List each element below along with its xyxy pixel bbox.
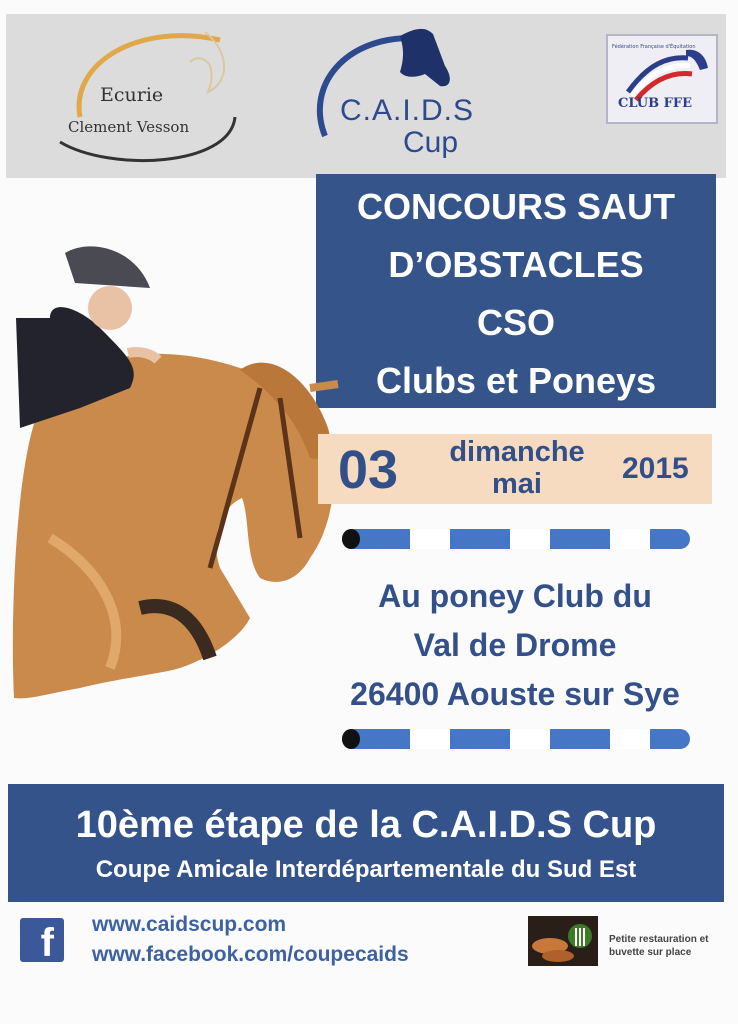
title-line-3: CSO [476,302,555,343]
banner-subtitle: Coupe Amicale Interdépartementale du Sud Est [95,856,637,883]
ffe-logo [606,34,718,124]
address-line-1: Au poney Club du [378,578,652,614]
date-weekday-month [422,436,612,500]
cup-stage-banner [8,784,724,902]
catering-line-2: buvette sur place [609,947,692,958]
jump-pole-top-icon [340,528,692,550]
title-line-4: Clubs et Poneys [375,360,657,401]
ecurie-word: Ecurie [100,84,164,106]
show-jumping-horse-illustration [10,238,350,708]
date-month: mai [492,468,542,500]
website-link[interactable]: www.caidscup.com [92,913,287,936]
facebook-link[interactable]: www.facebook.com/coupecaids [92,943,409,966]
date-weekday: dimanche [449,436,585,468]
caids-logo [305,26,495,166]
web-links [92,910,409,970]
catering-note [609,933,708,959]
banner-stage-title: 10ème étape de la C.A.I.D.S Cup [75,804,657,846]
address-line-3: 26400 Aouste sur Sye [350,676,680,712]
event-title-box [316,174,716,408]
facebook-icon[interactable]: f [20,918,64,962]
event-date-box [318,434,712,504]
ecurie-name: Clement Vesson [68,118,190,136]
jump-pole-bottom-icon [340,728,692,750]
food-photo-icon [528,916,598,966]
caids-cup: Cup [403,126,459,159]
date-day: 03 [338,440,399,500]
date-year: 2015 [622,452,689,485]
ecurie-logo [30,22,260,167]
club-ffe-label: CLUB FFE [618,96,692,111]
venue-address [318,572,712,719]
title-line-1: CONCOURS SAUT [356,186,675,227]
tricolor-horse-icon [608,44,716,104]
address-line-2: Val de Drome [413,627,617,663]
ffe-caption: Fédération Française d'Équitation [612,44,696,50]
title-line-2: D’OBSTACLES [388,244,644,285]
catering-line-1: Petite restauration et [609,934,709,945]
caids-title: C.A.I.D.S [340,94,475,127]
